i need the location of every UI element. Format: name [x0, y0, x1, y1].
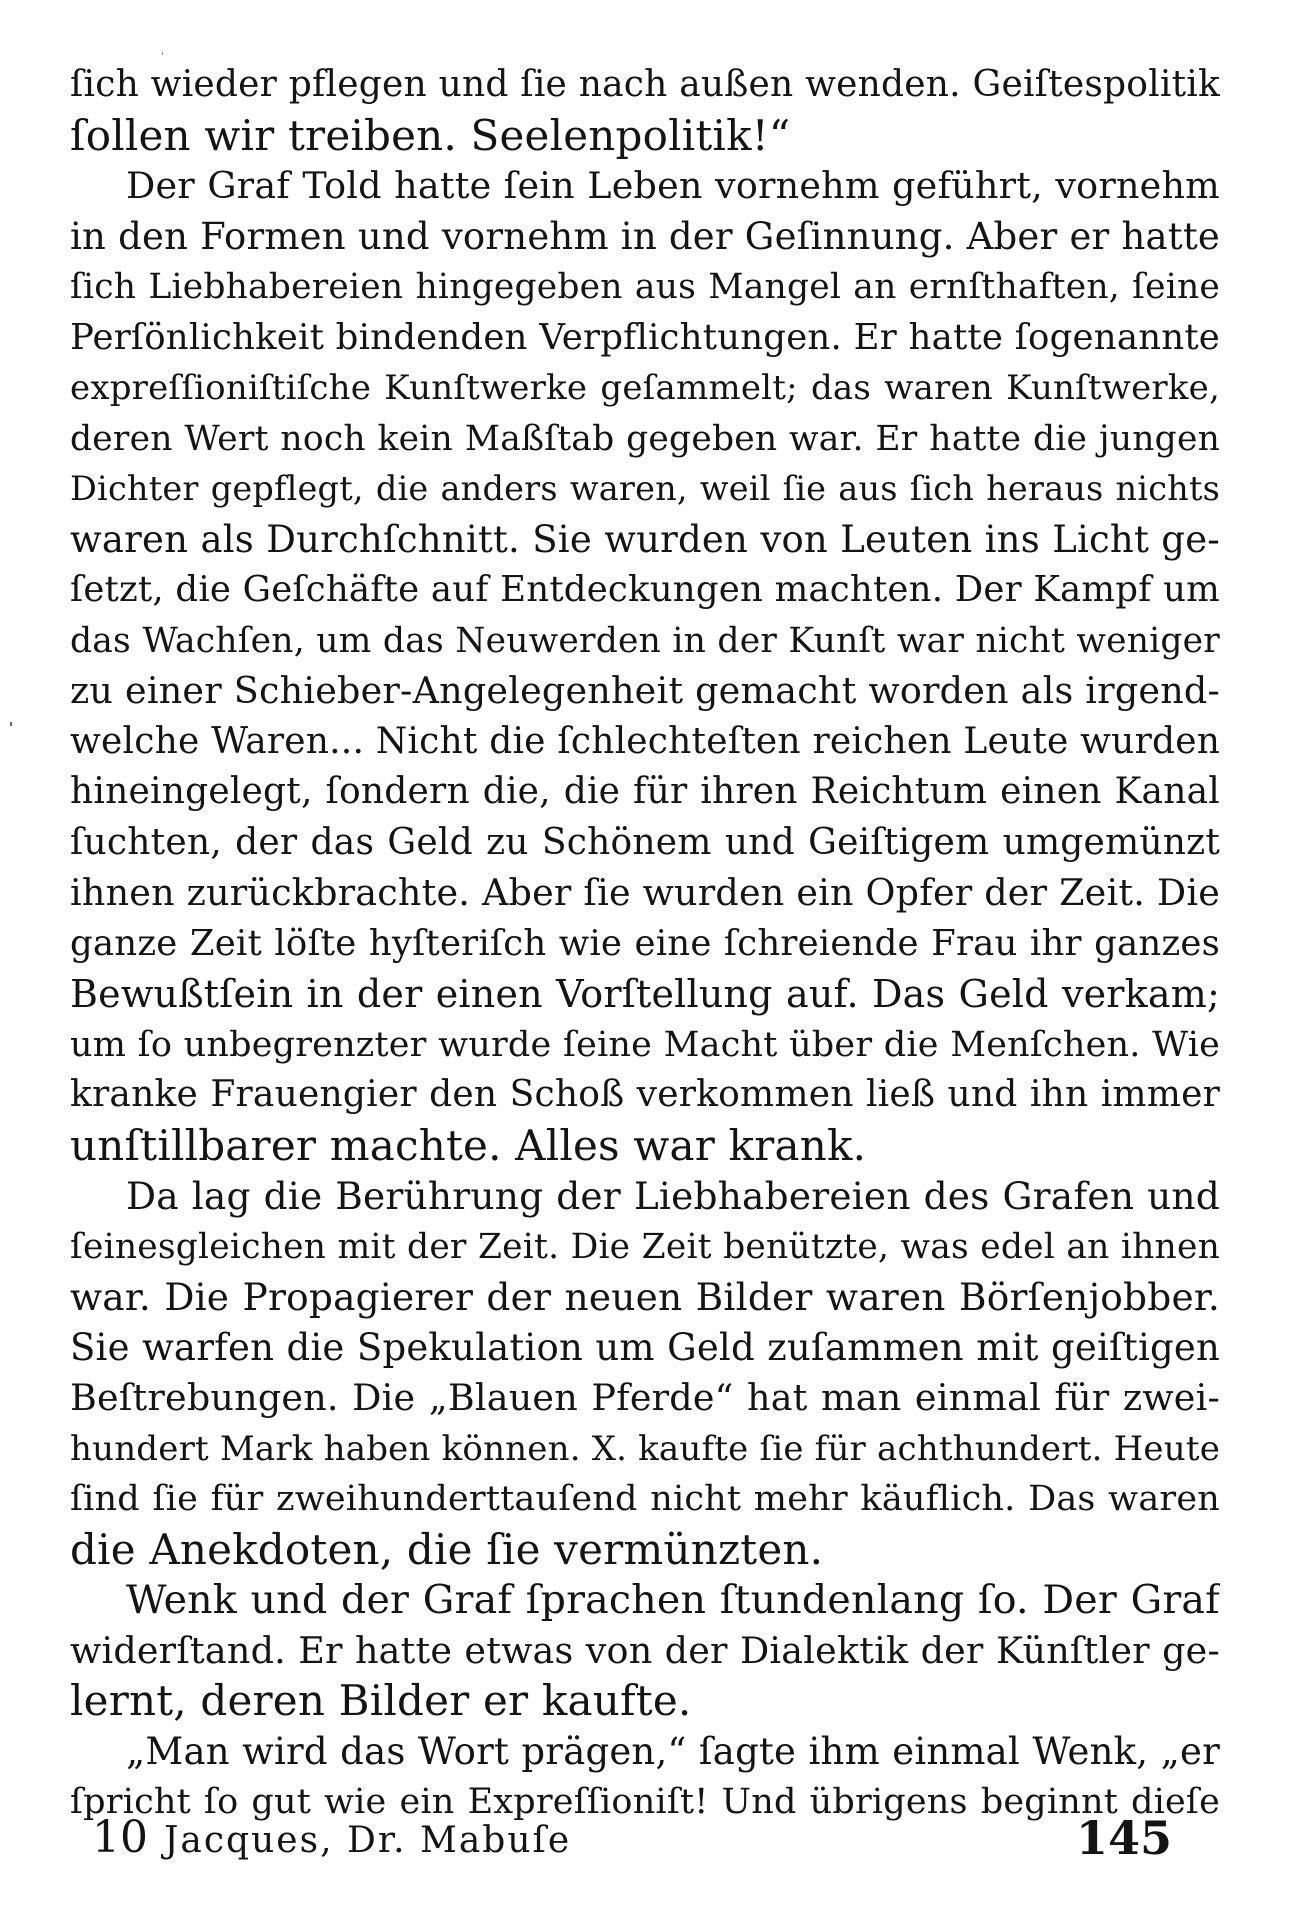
text-line: um ſo unbegrenzter wurde ſeine Macht über die Menſchen. Wie [70, 1024, 1220, 1065]
text-line: das Wachſen, um das Neuwerden in der Kunſt war nicht weniger [70, 620, 1220, 661]
text-line: ſpricht ſo gut wie ein Expreſſioniſt! Und übrigens beginnt dieſe [70, 1782, 1220, 1822]
running-title: Jacques, Dr. Mabuſe [164, 1820, 572, 1861]
text-line: unſtillbarer machte. Alles war krank. [70, 1120, 867, 1170]
text-line: Beſtrebungen. Die „Blauen Pferde“ hat man einmal für zwei- [70, 1376, 1220, 1419]
text-line: ſeinesgleichen mit der Zeit. Die Zeit benützte, was edel an ihnen [70, 1226, 1220, 1267]
text-line: in den Formen und vornehm in der Geſinnung. Aber er hatte [70, 214, 1220, 258]
text-line: ganze Zeit löſte hyſteriſch wie eine ſchreiende Frau ihr ganzes [70, 922, 1220, 964]
text-line: ſich wieder pflegen und ſie nach außen wenden. Geiſtespolitik [70, 64, 1220, 105]
scan-mark-top [162, 52, 163, 55]
page-number: 145 [1075, 1811, 1172, 1865]
text-line: welche Waren... Nicht die ſchlechteſten reichen Leute wurden [70, 720, 1220, 762]
text-line: war. Die Propagierer der neuen Bilder waren Börſenjobber. [70, 1275, 1220, 1319]
text-line: Wenk und der Graf ſprachen ſtundenlang ſo. Der Graf [126, 1577, 1220, 1623]
text-line: ſuchten, der das Geld zu Schönem und Geiſtigem umgemünzt [70, 821, 1220, 863]
page-footer [92, 1808, 1172, 1868]
text-line: widerſtand. Er hatte etwas von der Dialektik der Künſtler ge- [70, 1628, 1220, 1672]
text-line: zu einer Schieber-Angelegenheit gemacht worden als irgend- [70, 669, 1220, 712]
text-line: Bewußtſein in der einen Vorſtellung auf. Das Geld verkam; [70, 972, 1220, 1016]
text-line: expreſſioniſtiſche Kunſtwerke geſammelt; das waren Kunſtwerke, [70, 368, 1220, 408]
text-line: ſind ſie für zweihunderttauſend nicht mehr käuflich. Das waren [70, 1479, 1220, 1519]
text-line: Der Graf Told hatte ſein Leben vornehm geführt, vornehm [126, 164, 1220, 207]
text-line: kranke Frauengier den Schoß verkommen ließ und ihn immer [70, 1074, 1220, 1115]
page-body [70, 60, 1220, 1828]
text-line: hundert Mark haben können. X. kaufte ſie für achthundert. Heute [70, 1428, 1220, 1469]
text-line: hineingelegt, ſondern die, die für ihren Reichtum einen Kanal [70, 771, 1220, 812]
signature-number: 10 [92, 1812, 148, 1863]
text-line: Dichter gepflegt, die anders waren, weil ſie aus ſich heraus nichts [70, 469, 1220, 508]
text-line: „Man wird das Wort prägen,“ ſagte ihm einmal Wenk, „er [126, 1729, 1220, 1773]
text-line: deren Wert noch kein Maßſtab gegeben war. Er hatte die jungen [70, 418, 1220, 459]
text-line: Perſönlichkeit bindenden Verpflichtungen. Er hatte ſogenannte [70, 316, 1220, 358]
text-line: ſetzt, die Geſchäfte auf Entdeckungen machten. Der Kampf um [70, 569, 1220, 610]
text-line: waren als Durchſchnitt. Sie wurden von Leuten ins Licht ge- [70, 517, 1220, 561]
text-line: Sie warfen die Spekulation um Geld zuſammen mit geiſtigen [70, 1325, 1220, 1369]
text-line: Da lag die Berührung der Liebhabereien des Grafen und [126, 1174, 1220, 1218]
text-line: die Anekdoten, die ſie vermünzten. [70, 1524, 824, 1574]
text-line: lernt, deren Bilder er kaufte. [70, 1676, 692, 1725]
text-line: ſollen wir treiben. Seelenpolitik!“ [70, 110, 791, 160]
text-line: ſich Liebhabereien hingegeben aus Mangel an ernſthaften, ſeine [70, 267, 1220, 307]
text-line: ihnen zurückbrachte. Aber ſie wurden ein Opfer der Zeit. Die [70, 871, 1220, 914]
footer-signature [92, 1808, 571, 1871]
scan-mark-left [10, 722, 12, 726]
